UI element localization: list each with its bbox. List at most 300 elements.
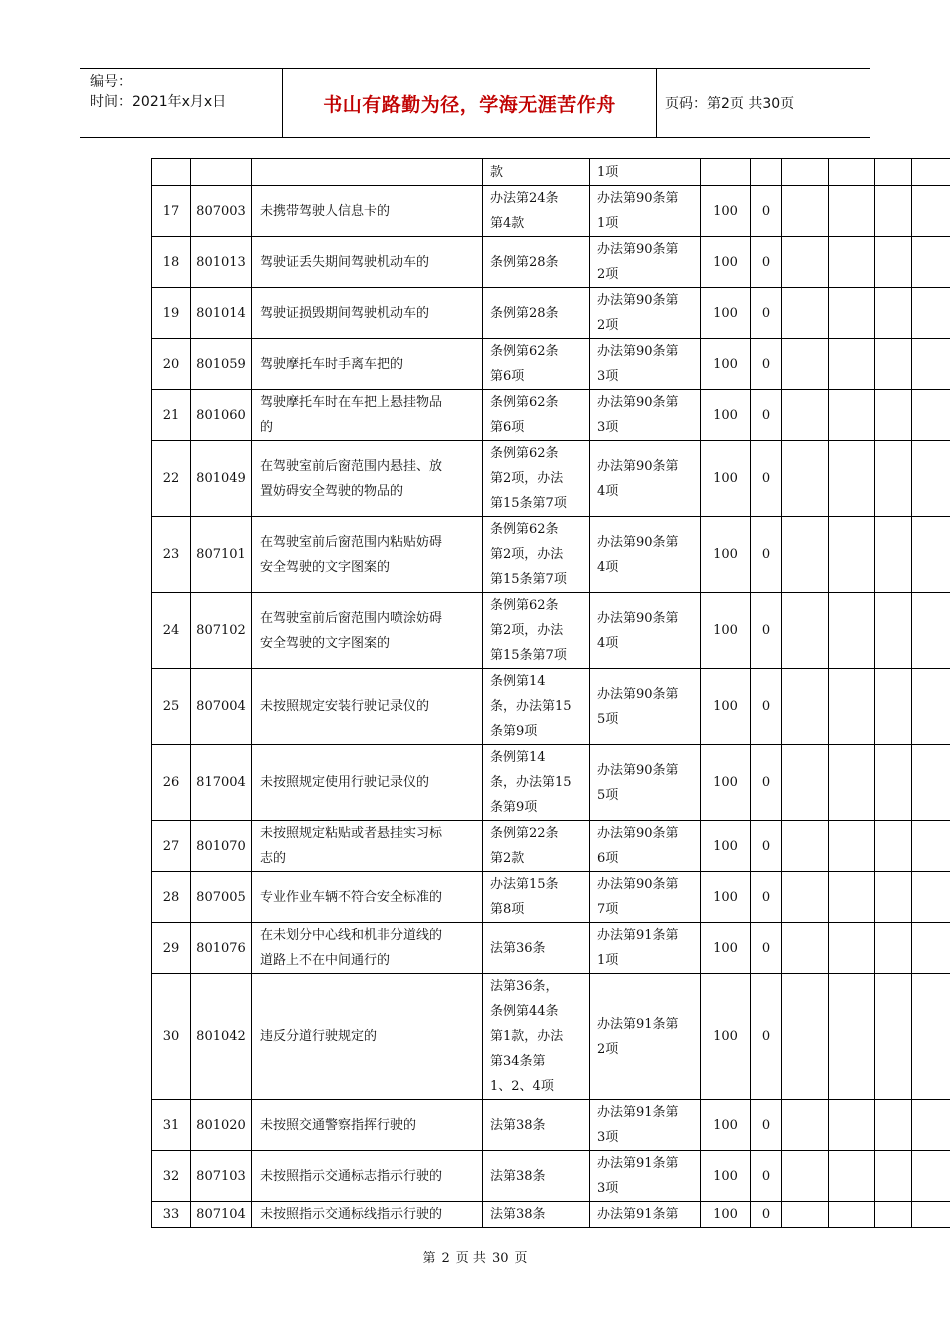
cell-text-line: 5项 [597, 711, 619, 727]
cell-text-line: 1、2、4项 [490, 1079, 554, 1094]
table-row [152, 593, 950, 669]
empty-cell [782, 923, 829, 974]
empty-cell [829, 1151, 875, 1202]
fine-amount-cell: 100 [701, 237, 751, 288]
cell-text-line: 安全驾驶的文字图案的 [260, 559, 391, 575]
fine-amount-cell: 100 [701, 593, 751, 669]
cell-text-line: 办法第90条第 [597, 191, 679, 206]
cell-text-line: 专业作业车辆不符合安全标准的 [260, 889, 443, 905]
violation-code-cell: 801059 [191, 339, 252, 390]
fine-amount-cell: 100 [701, 288, 751, 339]
cell-text-line: 驾驶证丢失期间驾驶机动车的 [260, 254, 430, 270]
fine-amount-cell: 100 [701, 339, 751, 390]
deduct-points-cell: 0 [751, 390, 782, 441]
penalty-basis-cell [590, 288, 701, 339]
cell-text-line: 款 [490, 164, 504, 180]
penalty-basis-cell [590, 1100, 701, 1151]
deduct-points-cell: 0 [751, 923, 782, 974]
empty-cell [829, 186, 875, 237]
cell-text-line: 第15条第7项 [490, 648, 567, 663]
cell-text-line: 驾驶摩托车时在车把上悬挂物品 [260, 395, 443, 410]
cell-text-line: 1项 [597, 953, 619, 968]
cell-text-line: 违反分道行驶规定的 [260, 1029, 378, 1044]
deduct-points-cell: 0 [751, 821, 782, 872]
penalty-basis-cell [590, 339, 701, 390]
cell-text-line: 7项 [597, 902, 619, 917]
fine-amount-cell: 100 [701, 821, 751, 872]
row-number-cell: 23 [152, 517, 191, 593]
legal-basis-cell [483, 237, 590, 288]
table-row [152, 1100, 950, 1151]
empty-cell [912, 745, 950, 821]
empty-cell [875, 821, 912, 872]
cell-text-line: 条例第62条 [490, 598, 559, 613]
empty-cell [912, 1100, 950, 1151]
cell-text-line: 第2款 [490, 851, 525, 866]
cell-text-line: 第34条第 [490, 1054, 546, 1069]
empty-cell [782, 974, 829, 1100]
violation-code-cell: 807003 [191, 186, 252, 237]
empty-cell [782, 159, 829, 186]
legal-basis-cell [483, 1100, 590, 1151]
penalty-basis-cell [590, 923, 701, 974]
violations-table [151, 158, 950, 1228]
empty-cell [782, 517, 829, 593]
legal-basis-cell [483, 1202, 590, 1228]
table-row [152, 159, 950, 186]
row-number-cell: 29 [152, 923, 191, 974]
violation-description-cell [252, 237, 483, 288]
cell-text-line: 办法第91条第 [597, 1207, 679, 1222]
legal-basis-cell [483, 669, 590, 745]
cell-text-line: 法第38条 [490, 1117, 546, 1133]
legal-basis-cell [483, 159, 590, 186]
table-row [152, 237, 950, 288]
row-number-cell: 25 [152, 669, 191, 745]
empty-cell [875, 745, 912, 821]
violation-code-cell [191, 159, 252, 186]
violation-description-cell [252, 159, 483, 186]
legal-basis-cell [483, 517, 590, 593]
violation-description-cell [252, 390, 483, 441]
violation-code-cell: 801020 [191, 1100, 252, 1151]
empty-cell [829, 669, 875, 745]
cell-text-line: 驾驶摩托车时手离车把的 [260, 356, 404, 372]
violation-code-cell: 807005 [191, 872, 252, 923]
legal-basis-cell [483, 186, 590, 237]
empty-cell [782, 745, 829, 821]
cell-text-line: 3项 [597, 369, 619, 384]
document-date: 时间：2021年x月x日 [90, 94, 227, 110]
table-row [152, 517, 950, 593]
empty-cell [912, 288, 950, 339]
cell-text-line: 条第9项 [490, 800, 538, 815]
deduct-points-cell: 0 [751, 441, 782, 517]
empty-cell [782, 288, 829, 339]
cell-text-line: 未按照指示交通标线指示行驶的 [260, 1207, 443, 1222]
penalty-basis-cell [590, 872, 701, 923]
empty-cell [875, 288, 912, 339]
violation-code-cell: 807104 [191, 1202, 252, 1228]
legal-basis-cell [483, 593, 590, 669]
row-number-cell: 27 [152, 821, 191, 872]
row-number-cell: 30 [152, 974, 191, 1100]
cell-text-line: 办法第91条第 [597, 928, 679, 943]
legal-basis-cell [483, 1151, 590, 1202]
cell-text-line: 条例第28条 [490, 254, 559, 270]
cell-text-line: 在驾驶室前后窗范围内悬挂、放 [260, 458, 443, 474]
empty-cell [782, 593, 829, 669]
empty-cell [875, 593, 912, 669]
cell-text-line: 3项 [597, 1130, 619, 1145]
empty-cell [912, 237, 950, 288]
deduct-points-cell: 0 [751, 1100, 782, 1151]
empty-cell [829, 288, 875, 339]
violation-code-cell: 801014 [191, 288, 252, 339]
empty-cell [912, 821, 950, 872]
fine-amount-cell: 100 [701, 390, 751, 441]
cell-text-line: 2项 [597, 318, 619, 333]
table-row [152, 872, 950, 923]
empty-cell [875, 517, 912, 593]
cell-text-line: 条例第62条 [490, 344, 559, 359]
cell-text-line: 法第38条 [490, 1168, 546, 1184]
cell-text-line: 条例第22条 [490, 826, 559, 841]
cell-text-line: 第15条第7项 [490, 496, 567, 511]
empty-cell [875, 441, 912, 517]
deduct-points-cell: 0 [751, 517, 782, 593]
penalty-basis-cell [590, 1151, 701, 1202]
cell-text-line: 2项 [597, 1041, 619, 1057]
empty-cell [912, 1202, 950, 1228]
empty-cell [829, 339, 875, 390]
row-number-cell: 22 [152, 441, 191, 517]
header-motto: 书山有路勤为径，学海无涯苦作舟 [282, 69, 657, 137]
fine-amount-cell: 100 [701, 1202, 751, 1228]
legal-basis-cell [483, 923, 590, 974]
table-row [152, 923, 950, 974]
cell-text-line: 条例第28条 [490, 305, 559, 321]
empty-cell [829, 593, 875, 669]
violation-code-cell: 807101 [191, 517, 252, 593]
fine-amount-cell: 100 [701, 745, 751, 821]
row-number-cell: 32 [152, 1151, 191, 1202]
cell-text-line: 第4款 [490, 216, 525, 231]
violation-description-cell [252, 1202, 483, 1228]
cell-text-line: 第2项，办法 [490, 623, 564, 638]
violation-code-cell: 801070 [191, 821, 252, 872]
row-number-cell: 17 [152, 186, 191, 237]
penalty-basis-cell [590, 745, 701, 821]
row-number-cell: 21 [152, 390, 191, 441]
cell-text-line: 办法第90条第 [597, 293, 679, 308]
cell-text-line: 第6项 [490, 369, 525, 384]
cell-text-line: 办法第90条第 [597, 686, 679, 702]
footer-total-pages: 30 [491, 1251, 509, 1266]
cell-text-line: 志的 [260, 851, 287, 866]
cell-text-line: 办法第90条第 [597, 395, 679, 410]
cell-text-line: 办法第91条第 [597, 1016, 679, 1032]
legal-basis-cell [483, 974, 590, 1100]
cell-text-line: 的 [260, 420, 274, 435]
cell-text-line: 办法第90条第 [597, 877, 679, 892]
cell-text-line: 法第36条， [490, 979, 559, 994]
fine-amount-cell: 100 [701, 517, 751, 593]
cell-text-line: 条例第14 [490, 674, 546, 689]
footer-prefix: 第 [422, 1251, 436, 1266]
cell-text-line: 办法第90条第 [597, 242, 679, 257]
cell-text-line: 安全驾驶的文字图案的 [260, 635, 391, 651]
table-row [152, 821, 950, 872]
fine-amount-cell: 100 [701, 872, 751, 923]
penalty-basis-cell [590, 441, 701, 517]
row-number-cell: 24 [152, 593, 191, 669]
empty-cell [829, 745, 875, 821]
cell-text-line: 4项 [597, 635, 619, 651]
fine-amount-cell [701, 159, 751, 186]
violation-code-cell: 817004 [191, 745, 252, 821]
legal-basis-cell [483, 288, 590, 339]
header-info [80, 69, 282, 137]
cell-text-line: 办法第90条第 [597, 762, 679, 778]
page-header [80, 68, 870, 138]
cell-text-line: 第15条第7项 [490, 572, 567, 587]
cell-text-line: 条例第14 [490, 750, 546, 765]
empty-cell [782, 821, 829, 872]
row-number-cell [152, 159, 191, 186]
violation-code-cell: 807103 [191, 1151, 252, 1202]
table-row [152, 186, 950, 237]
fine-amount-cell: 100 [701, 1151, 751, 1202]
row-number-cell: 33 [152, 1202, 191, 1228]
empty-cell [875, 1202, 912, 1228]
cell-text-line: 1项 [597, 216, 619, 231]
table-row [152, 339, 950, 390]
violation-description-cell [252, 923, 483, 974]
cell-text-line: 3项 [597, 1181, 619, 1196]
violation-code-cell: 807004 [191, 669, 252, 745]
cell-text-line: 条第9项 [490, 724, 538, 739]
empty-cell [912, 669, 950, 745]
cell-text-line: 第2项，办法 [490, 547, 564, 562]
table-row [152, 974, 950, 1100]
empty-cell [875, 1100, 912, 1151]
cell-text-line: 驾驶证损毁期间驾驶机动车的 [260, 305, 430, 321]
cell-text-line: 办法第91条第 [597, 1105, 679, 1120]
cell-text-line: 条例第62条 [490, 395, 559, 410]
footer-page-number: 2 [441, 1251, 450, 1266]
legal-basis-cell [483, 872, 590, 923]
cell-text-line: 6项 [597, 851, 619, 866]
empty-cell [912, 974, 950, 1100]
row-number-cell: 20 [152, 339, 191, 390]
violations-table-body [152, 159, 950, 1228]
empty-cell [912, 339, 950, 390]
deduct-points-cell: 0 [751, 1202, 782, 1228]
violation-code-cell: 801042 [191, 974, 252, 1100]
cell-text-line: 未按照规定安装行驶记录仪的 [260, 699, 430, 714]
cell-text-line: 法第36条 [490, 940, 546, 956]
footer-mid: 页 共 [455, 1251, 486, 1266]
empty-cell [875, 669, 912, 745]
violation-description-cell [252, 441, 483, 517]
cell-text-line: 条例第62条 [490, 522, 559, 537]
penalty-basis-cell [590, 159, 701, 186]
table-row [152, 1202, 950, 1228]
cell-text-line: 办法第90条第 [597, 344, 679, 359]
empty-cell [782, 339, 829, 390]
cell-text-line: 办法第90条第 [597, 826, 679, 841]
empty-cell [829, 872, 875, 923]
empty-cell [782, 186, 829, 237]
cell-text-line: 道路上不在中间通行的 [260, 953, 391, 968]
empty-cell [912, 923, 950, 974]
table-row [152, 1151, 950, 1202]
document-number-label: 编号： [90, 74, 132, 90]
cell-text-line: 未携带驾驶人信息卡的 [260, 203, 391, 219]
penalty-basis-cell [590, 186, 701, 237]
cell-text-line: 未按照指示交通标志指示行驶的 [260, 1168, 443, 1184]
empty-cell [782, 872, 829, 923]
cell-text-line: 办法第90条第 [597, 458, 679, 474]
empty-cell [875, 339, 912, 390]
empty-cell [829, 923, 875, 974]
deduct-points-cell: 0 [751, 745, 782, 821]
cell-text-line: 置妨碍安全驾驶的物品的 [260, 483, 404, 499]
fine-amount-cell: 100 [701, 923, 751, 974]
cell-text-line: 条，办法第15 [490, 775, 572, 790]
violation-description-cell [252, 186, 483, 237]
empty-cell [782, 237, 829, 288]
penalty-basis-cell [590, 669, 701, 745]
legal-basis-cell [483, 339, 590, 390]
cell-text-line: 未按照规定粘贴或者悬挂实习标 [260, 826, 443, 841]
cell-text-line: 办法第91条第 [597, 1156, 679, 1171]
legal-basis-cell [483, 441, 590, 517]
empty-cell [829, 159, 875, 186]
violation-description-cell [252, 974, 483, 1100]
cell-text-line: 条例第62条 [490, 446, 559, 461]
deduct-points-cell: 0 [751, 872, 782, 923]
violation-code-cell: 801060 [191, 390, 252, 441]
cell-text-line: 第1款，办法 [490, 1029, 564, 1044]
empty-cell [782, 1202, 829, 1228]
legal-basis-cell [483, 821, 590, 872]
cell-text-line: 办法第90条第 [597, 534, 679, 550]
empty-cell [829, 1202, 875, 1228]
violation-description-cell [252, 821, 483, 872]
empty-cell [782, 1151, 829, 1202]
violation-description-cell [252, 339, 483, 390]
cell-text-line: 2项 [597, 267, 619, 282]
cell-text-line: 在未划分中心线和机非分道线的 [260, 928, 443, 943]
page-footer [0, 1247, 950, 1266]
penalty-basis-cell [590, 237, 701, 288]
empty-cell [875, 237, 912, 288]
row-number-cell: 26 [152, 745, 191, 821]
header-page-number: 页码：第2页 共30页 [665, 96, 795, 112]
penalty-basis-cell [590, 1202, 701, 1228]
cell-text-line: 在驾驶室前后窗范围内粘贴妨碍 [260, 534, 443, 550]
fine-amount-cell: 100 [701, 441, 751, 517]
cell-text-line: 3项 [597, 420, 619, 435]
empty-cell [782, 1100, 829, 1151]
empty-cell [829, 1100, 875, 1151]
cell-text-line: 未按照交通警察指挥行驶的 [260, 1117, 417, 1133]
empty-cell [912, 1151, 950, 1202]
empty-cell [912, 517, 950, 593]
deduct-points-cell: 0 [751, 593, 782, 669]
footer-suffix: 页 [514, 1251, 528, 1266]
empty-cell [912, 390, 950, 441]
violation-code-cell: 801076 [191, 923, 252, 974]
empty-cell [912, 441, 950, 517]
cell-text-line: 办法第15条 [490, 877, 559, 892]
deduct-points-cell [751, 159, 782, 186]
empty-cell [829, 974, 875, 1100]
penalty-basis-cell [590, 974, 701, 1100]
violation-code-cell: 801049 [191, 441, 252, 517]
violation-description-cell [252, 1151, 483, 1202]
deduct-points-cell: 0 [751, 974, 782, 1100]
cell-text-line: 5项 [597, 787, 619, 803]
deduct-points-cell: 0 [751, 339, 782, 390]
fine-amount-cell: 100 [701, 186, 751, 237]
empty-cell [912, 593, 950, 669]
table-row [152, 441, 950, 517]
empty-cell [912, 186, 950, 237]
empty-cell [829, 237, 875, 288]
row-number-cell: 18 [152, 237, 191, 288]
violation-description-cell [252, 872, 483, 923]
empty-cell [782, 441, 829, 517]
cell-text-line: 第2项，办法 [490, 471, 564, 486]
deduct-points-cell: 0 [751, 186, 782, 237]
table-row [152, 745, 950, 821]
cell-text-line: 4项 [597, 559, 619, 575]
violation-code-cell: 801013 [191, 237, 252, 288]
empty-cell [912, 872, 950, 923]
deduct-points-cell: 0 [751, 288, 782, 339]
penalty-basis-cell [590, 390, 701, 441]
empty-cell [875, 1151, 912, 1202]
empty-cell [912, 159, 950, 186]
cell-text-line: 办法第24条 [490, 191, 559, 206]
empty-cell [829, 517, 875, 593]
cell-text-line: 未按照规定使用行驶记录仪的 [260, 775, 430, 790]
table-row [152, 288, 950, 339]
cell-text-line: 第8项 [490, 902, 525, 917]
empty-cell [875, 390, 912, 441]
legal-basis-cell [483, 745, 590, 821]
fine-amount-cell: 100 [701, 1100, 751, 1151]
empty-cell [782, 669, 829, 745]
table-row [152, 669, 950, 745]
penalty-basis-cell [590, 517, 701, 593]
cell-text-line: 4项 [597, 483, 619, 499]
legal-basis-cell [483, 390, 590, 441]
cell-text-line: 第6项 [490, 420, 525, 435]
violation-description-cell [252, 288, 483, 339]
violation-description-cell [252, 593, 483, 669]
empty-cell [829, 390, 875, 441]
violation-code-cell: 807102 [191, 593, 252, 669]
empty-cell [829, 821, 875, 872]
cell-text-line: 条，办法第15 [490, 699, 572, 714]
empty-cell [875, 923, 912, 974]
table-row [152, 390, 950, 441]
violation-description-cell [252, 669, 483, 745]
